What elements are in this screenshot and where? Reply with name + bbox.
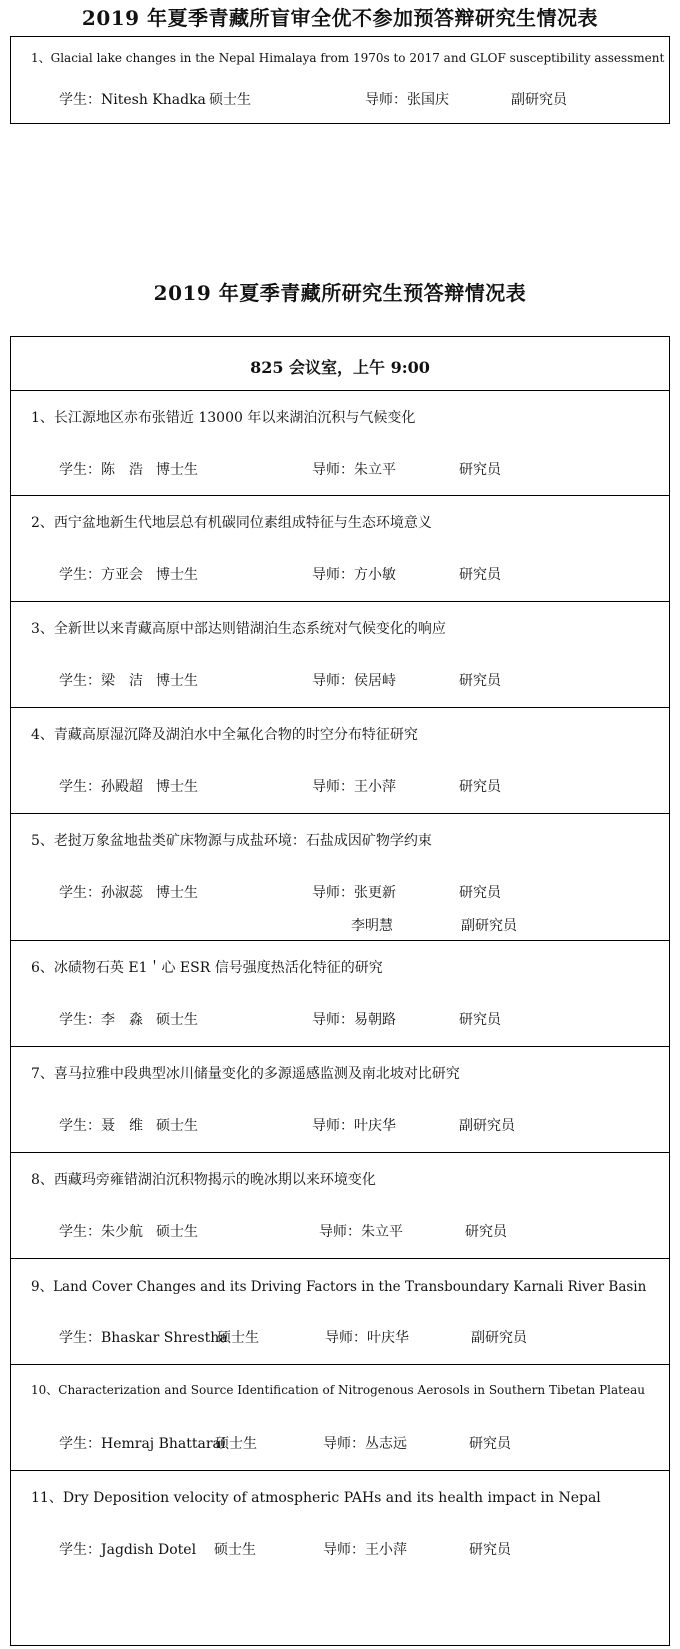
thesis-title: 8、西藏玛旁雍错湖泊沉积物揭示的晚冰期以来环境变化 xyxy=(31,1172,376,1188)
student-degree: 博士生 xyxy=(156,779,198,795)
thesis-title: 1、长江源地区赤布张错近 13000 年以来湖泊沉积与气候变化 xyxy=(31,410,416,426)
advisor-name: 导师：丛志远 xyxy=(323,1436,407,1452)
student-name: 学生：孙殿超 xyxy=(59,779,143,795)
advisor-rank: 副研究员 xyxy=(511,92,567,108)
student-degree: 博士生 xyxy=(156,462,198,478)
advisor-name: 导师：易朝路 xyxy=(312,1012,396,1028)
student-degree: 硕士生 xyxy=(217,1330,259,1346)
advisor-rank: 研究员 xyxy=(459,673,501,689)
student-degree: 硕士生 xyxy=(209,92,251,108)
student-name: 学生：Hemraj Bhattarai xyxy=(59,1436,226,1452)
advisor-name: 导师：侯居峙 xyxy=(312,673,396,689)
thesis-title: 9、Land Cover Changes and its Driving Factors in the Transboundary Karnali River Basin xyxy=(31,1279,647,1295)
exempt-table xyxy=(10,36,670,124)
table-row xyxy=(11,707,669,814)
advisor-rank: 副研究员 xyxy=(471,1330,527,1346)
thesis-title: 6、冰碛物石英 E1＇心 ESR 信号强度热活化特征的研究 xyxy=(31,960,383,976)
table-row xyxy=(11,1258,669,1365)
exempt-table-title: 2019 年夏季青藏所盲审全优不参加预答辩研究生情况表 xyxy=(81,6,599,30)
thesis-title: 7、喜马拉雅中段典型冰川储量变化的多源遥感监测及南北坡对比研究 xyxy=(31,1066,460,1082)
advisor-name: 导师：王小萍 xyxy=(312,779,396,795)
table-row xyxy=(11,601,669,708)
co-advisor-rank: 副研究员 xyxy=(461,918,517,934)
student-name: 学生：聂 维 xyxy=(59,1118,143,1134)
advisor-rank: 研究员 xyxy=(459,779,501,795)
advisor-name: 导师：叶庆华 xyxy=(312,1118,396,1134)
student-degree: 硕士生 xyxy=(215,1436,257,1452)
student-name: 学生：李 淼 xyxy=(59,1012,143,1028)
defense-table xyxy=(10,336,670,1646)
table-row xyxy=(11,813,669,941)
thesis-title: 11、Dry Deposition velocity of atmospheric PAHs and its health impact in Nepal xyxy=(31,1490,601,1506)
student-name: 学生：方亚会 xyxy=(59,567,143,583)
advisor-rank: 研究员 xyxy=(469,1436,511,1452)
student-name: 学生：Bhaskar Shrestha xyxy=(59,1330,228,1346)
co-advisor-name: 李明慧 xyxy=(351,918,393,934)
table-row xyxy=(11,1152,669,1259)
advisor-name: 导师：朱立平 xyxy=(319,1224,403,1240)
advisor-name: 导师：朱立平 xyxy=(312,462,396,478)
advisor-rank: 副研究员 xyxy=(459,1118,515,1134)
student-name: 学生：Jagdish Dotel xyxy=(59,1542,197,1558)
advisor-name: 导师：叶庆华 xyxy=(325,1330,409,1346)
student-name: 学生：陈 浩 xyxy=(59,462,143,478)
table-row xyxy=(11,940,669,1047)
advisor-name: 导师：张更新 xyxy=(312,885,396,901)
advisor-name: 导师：方小敏 xyxy=(312,567,396,583)
table-row xyxy=(11,1364,669,1471)
student-name: 学生：朱少航 xyxy=(59,1224,143,1240)
advisor-rank: 研究员 xyxy=(459,885,501,901)
student-name: 学生：孙淑蕊 xyxy=(59,885,143,901)
room-time-header: 825 会议室，上午 9:00 xyxy=(250,358,430,377)
student-name: 学生：Nitesh Khadka xyxy=(59,92,206,108)
table-row xyxy=(11,390,669,496)
advisor-name: 导师：张国庆 xyxy=(365,92,449,108)
student-degree: 博士生 xyxy=(156,567,198,583)
advisor-rank: 研究员 xyxy=(459,1012,501,1028)
thesis-title: 10、Characterization and Source Identification of Nitrogenous Aerosols in Southern Tibetan Plateau xyxy=(31,1383,645,1397)
advisor-rank: 研究员 xyxy=(469,1542,511,1558)
student-degree: 硕士生 xyxy=(156,1224,198,1240)
student-name: 学生：梁 洁 xyxy=(59,673,143,689)
student-degree: 硕士生 xyxy=(156,1012,198,1028)
advisor-name: 导师：王小萍 xyxy=(323,1542,407,1558)
advisor-rank: 研究员 xyxy=(459,462,501,478)
advisor-rank: 研究员 xyxy=(465,1224,507,1240)
thesis-title: 3、全新世以来青藏高原中部达则错湖泊生态系统对气候变化的响应 xyxy=(31,621,446,637)
defense-table-title: 2019 年夏季青藏所研究生预答辩情况表 xyxy=(153,281,527,305)
student-degree: 硕士生 xyxy=(214,1542,256,1558)
table-row xyxy=(11,1046,669,1153)
thesis-title: 5、老挝万象盆地盐类矿床物源与成盐环境：石盐成因矿物学约束 xyxy=(31,833,432,849)
advisor-rank: 研究员 xyxy=(459,567,501,583)
thesis-title: 2、西宁盆地新生代地层总有机碳同位素组成特征与生态环境意义 xyxy=(31,515,432,531)
thesis-title: 4、青藏高原湿沉降及湖泊水中全氟化合物的时空分布特征研究 xyxy=(31,727,418,743)
student-degree: 硕士生 xyxy=(156,1118,198,1134)
student-degree: 博士生 xyxy=(156,885,198,901)
thesis-title: 1、Glacial lake changes in the Nepal Himalaya from 1970s to 2017 and GLOF susceptibility assessment xyxy=(31,51,665,65)
table-row xyxy=(11,1470,669,1647)
table-row xyxy=(11,495,669,602)
student-degree: 博士生 xyxy=(156,673,198,689)
